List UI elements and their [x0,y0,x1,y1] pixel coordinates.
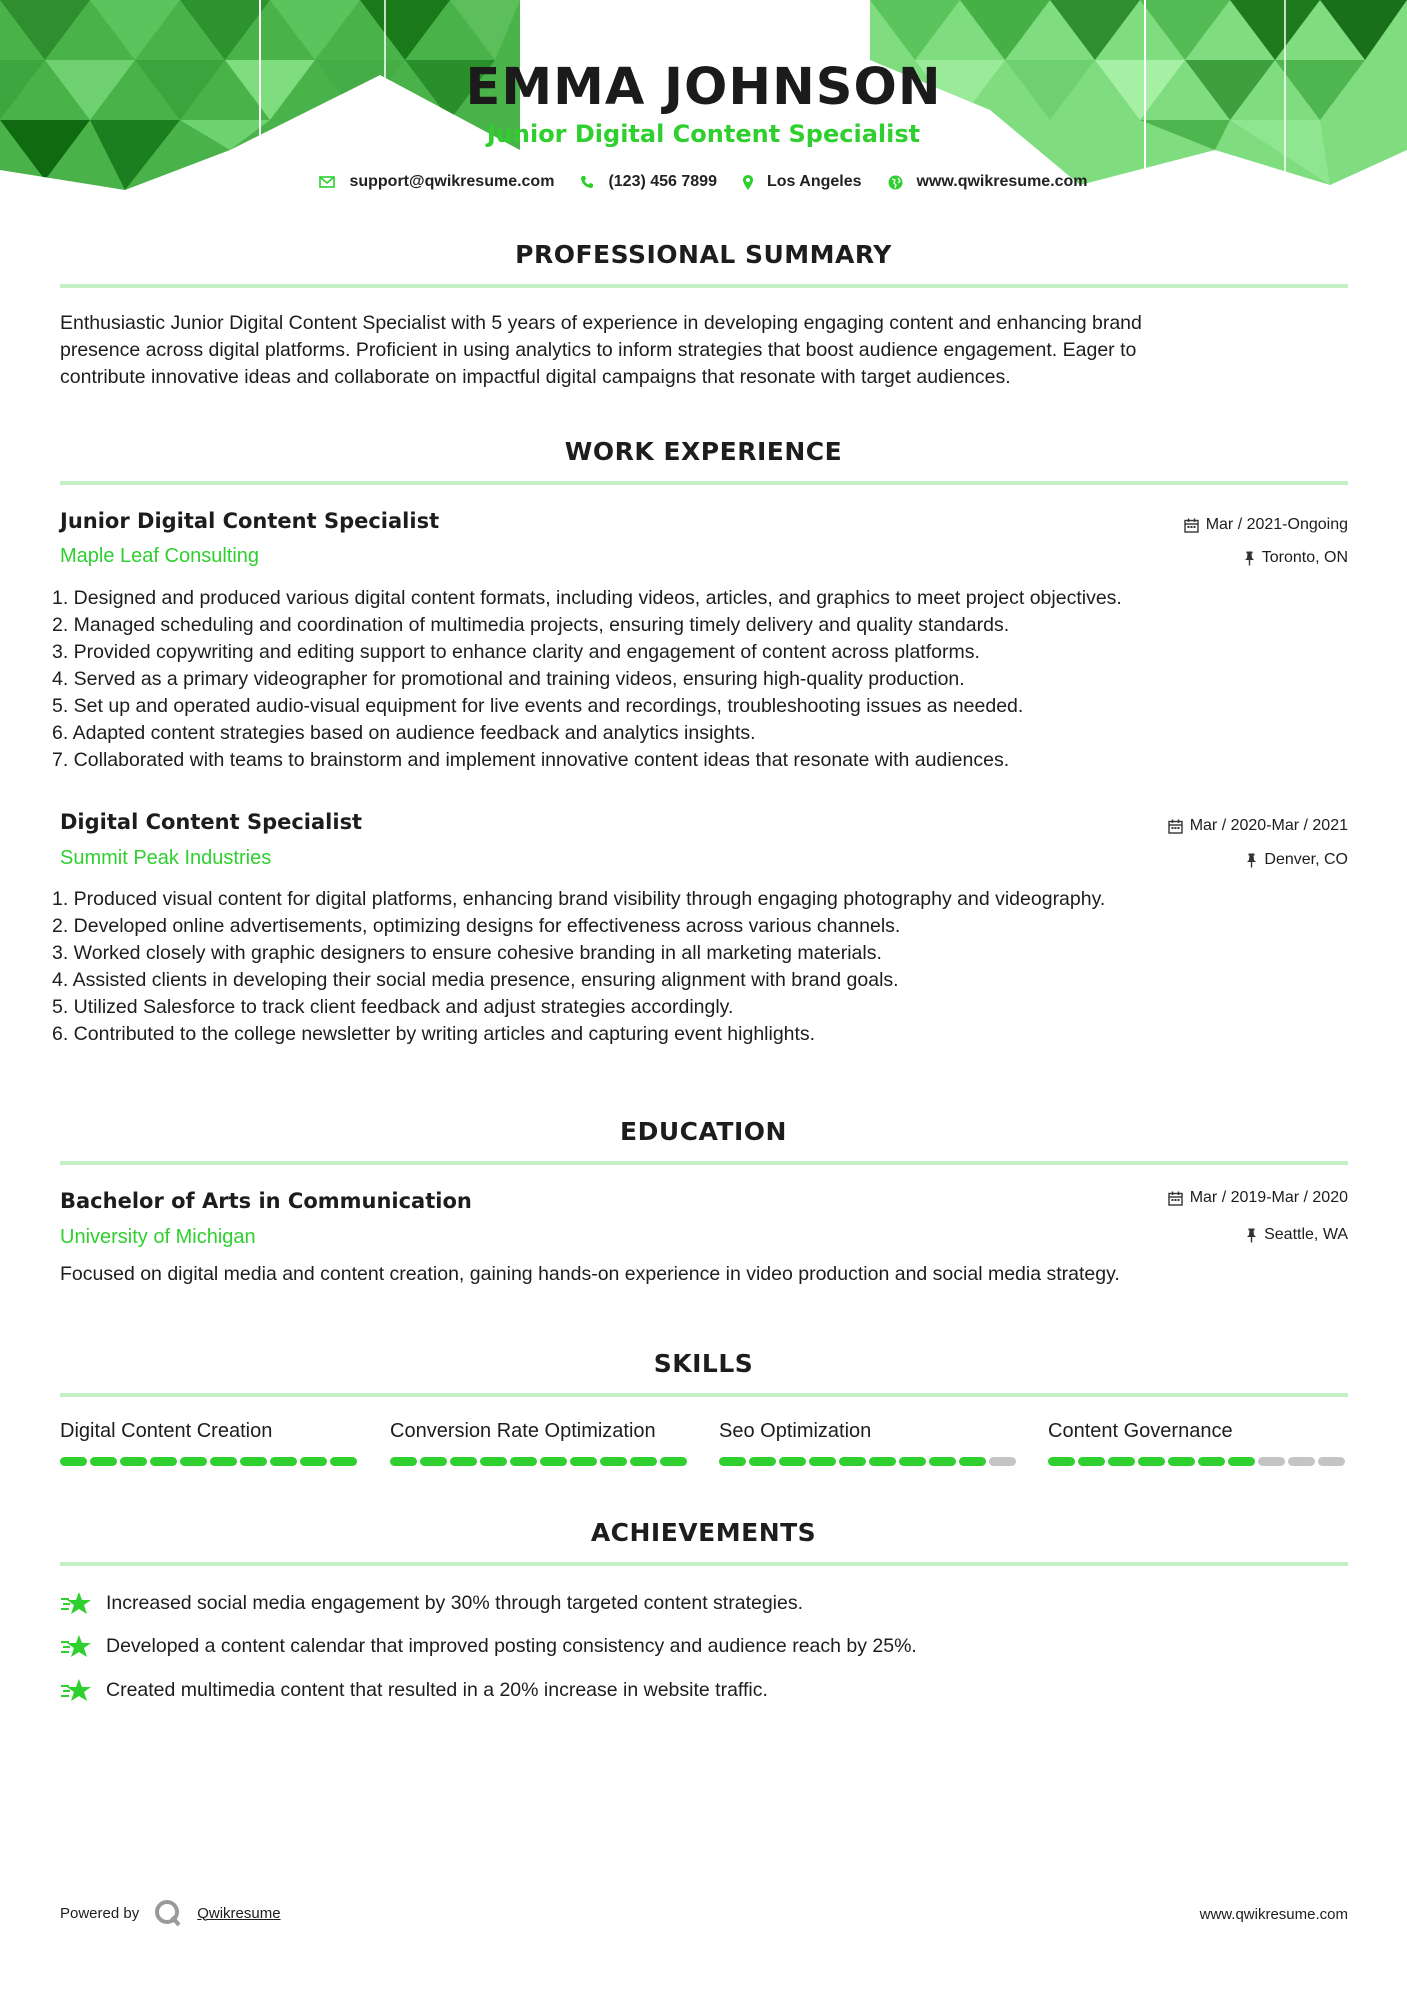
list-item: 4. Assisted clients in developing their social media presence, ensuring alignment with brand goals. [52,969,899,991]
job-title: Digital Content Specialist [60,810,363,834]
experience-divider [60,481,1348,485]
phone-icon [580,175,594,189]
calendar-icon [1168,1191,1183,1206]
calendar-icon [1184,518,1199,533]
list-item: 2. Developed online advertisements, optimizing designs for effectiveness across various channels. [52,915,901,937]
qwikresume-logo-icon [153,1898,183,1928]
skill-name: Content Governance [1048,1420,1233,1442]
skill-segment-empty [1318,1457,1345,1466]
skill-item [1048,1420,1348,1466]
summary-line: presence across digital platforms. Proficient in using analytics to inform strategies that boost audience engagement. Eager to [60,339,1137,361]
job-bullets [52,886,1372,1048]
job-dates: Mar / 2021-Ongoing [1184,516,1348,534]
footer-powered-by [60,1898,281,1928]
skill-item [390,1420,690,1466]
email-text: support@qwikresume.com [349,173,555,190]
list-item: 4. Served as a primary videographer for promotional and training videos, ensuring high-quality production. [52,668,965,690]
star-icon [60,1590,92,1616]
skill-segment-filled [1228,1457,1255,1466]
school-name: University of Michigan [60,1226,256,1248]
skill-segment-filled [1048,1457,1075,1466]
skill-segment-filled [90,1457,117,1466]
skill-segment-filled [480,1457,507,1466]
list-item: 5. Utilized Salesforce to track client feedback and adjust strategies accordingly. [52,996,734,1018]
skill-name: Seo Optimization [719,1420,872,1442]
qwikresume-link[interactable]: Qwikresume [197,1904,281,1922]
job-dates: Mar / 2020-Mar / 2021 [1168,817,1348,835]
list-item: 3. Provided copywriting and editing support to enhance clarity and engagement of content across platforms. [52,641,980,663]
achievement-item: Increased social media engagement by 30% through targeted content strategies. [60,1590,803,1616]
skill-segment-filled [330,1457,357,1466]
envelope-icon [319,176,335,188]
star-icon [60,1633,92,1659]
skill-name: Digital Content Creation [60,1420,273,1442]
education-heading: EDUCATION [620,1117,787,1146]
skill-segment-filled [1168,1457,1195,1466]
skill-segment-filled [300,1457,327,1466]
list-item: 1. Designed and produced various digital content formats, including videos, articles, and graphics to meet project objectives. [52,587,1122,609]
company-name: Maple Leaf Consulting [60,545,260,567]
summary-line: contribute innovative ideas and collaborate on impactful digital campaigns that resonate with target audiences. [60,366,1011,388]
company-name: Summit Peak Industries [60,847,272,869]
skill-segment-filled [809,1457,836,1466]
skill-segment-filled [899,1457,926,1466]
achievement-item: Created multimedia content that resulted in a 20% increase in website traffic. [60,1677,768,1703]
skill-segment-filled [240,1457,267,1466]
education-dates: Mar / 2019-Mar / 2020 [1168,1189,1348,1207]
location-text: Los Angeles [766,173,862,190]
skill-segment-filled [749,1457,776,1466]
skill-segment-filled [390,1457,417,1466]
skill-segment-filled [420,1457,447,1466]
summary-heading: PROFESSIONAL SUMMARY [515,240,892,269]
list-item: 3. Worked closely with graphic designers to ensure cohesive branding in all marketing materials. [52,942,882,964]
skill-segment-filled [270,1457,297,1466]
job-bullets [52,585,1372,774]
candidate-name: EMMA JOHNSON [465,58,942,117]
skill-level-bar [719,1457,1019,1466]
contact-location [743,173,862,191]
summary-divider [60,284,1348,288]
powered-by-label: Powered by [60,1904,140,1922]
pushpin-icon [1246,1228,1257,1243]
skill-segment-filled [959,1457,986,1466]
skills-heading: SKILLS [653,1349,754,1378]
skill-segment-filled [630,1457,657,1466]
skill-level-bar [60,1457,360,1466]
list-item: 6. Adapted content strategies based on audience feedback and analytics insights. [52,722,756,744]
pushpin-icon [1244,551,1255,566]
calendar-icon [1168,819,1183,834]
star-icon [60,1677,92,1703]
skill-segment-filled [540,1457,567,1466]
phone-text: (123) 456 7899 [608,173,717,190]
contact-bar [0,173,1407,191]
degree-title: Bachelor of Arts in Communication [60,1189,472,1213]
skill-name: Conversion Rate Optimization [390,1420,656,1442]
skill-segment-filled [1108,1457,1135,1466]
skill-segment-filled [60,1457,87,1466]
skill-segment-filled [510,1457,537,1466]
education-location: Seattle, WA [1246,1226,1348,1244]
skill-segment-filled [180,1457,207,1466]
skill-segment-filled [210,1457,237,1466]
skill-level-bar [1048,1457,1348,1466]
skill-segment-filled [719,1457,746,1466]
footer-website[interactable]: www.qwikresume.com [1199,1906,1348,1923]
skill-level-bar [390,1457,690,1466]
candidate-role: Junior Digital Content Specialist [486,120,921,148]
globe-icon [888,175,903,190]
summary-text [60,310,1350,391]
skill-segment-filled [660,1457,687,1466]
experience-heading: WORK EXPERIENCE [564,437,843,466]
list-item: 2. Managed scheduling and coordination of multimedia projects, ensuring timely delivery and quality standards. [52,614,1010,636]
skill-segment-filled [1078,1457,1105,1466]
skill-segment-filled [1138,1457,1165,1466]
contact-phone[interactable] [580,173,717,191]
skill-segment-filled [570,1457,597,1466]
skill-segment-filled [929,1457,956,1466]
list-item: 7. Collaborated with teams to brainstorm and implement innovative content ideas that resonate with audiences. [52,749,1010,771]
skill-item [60,1420,360,1466]
skill-segment-filled [150,1457,177,1466]
job-title: Junior Digital Content Specialist [60,509,440,533]
skill-segment-empty [1258,1457,1285,1466]
list-item: 1. Produced visual content for digital platforms, enhancing brand visibility through engaging photography and videography. [52,888,1106,910]
skill-segment-empty [989,1457,1016,1466]
skill-segment-filled [450,1457,477,1466]
skill-segment-filled [1198,1457,1225,1466]
education-description: Focused on digital media and content creation, gaining hands-on experience in video production and social media strategy. [60,1263,1120,1285]
contact-email[interactable] [319,173,554,191]
achievements-divider [60,1562,1348,1566]
contact-website[interactable] [888,173,1088,191]
job-location: Denver, CO [1246,851,1348,869]
education-divider [60,1161,1348,1165]
website-text: www.qwikresume.com [916,173,1088,190]
achievement-item: Developed a content calendar that improved posting consistency and audience reach by 25%. [60,1633,917,1659]
skill-segment-filled [600,1457,627,1466]
skill-segment-filled [120,1457,147,1466]
summary-line: Enthusiastic Junior Digital Content Specialist with 5 years of experience in developing engaging content and enhancing brand [60,312,1142,334]
achievements-heading: ACHIEVEMENTS [590,1518,817,1547]
map-pin-icon [743,175,753,190]
skill-segment-filled [839,1457,866,1466]
pushpin-icon [1246,853,1257,868]
skill-segment-filled [779,1457,806,1466]
list-item: 6. Contributed to the college newsletter by writing articles and capturing event highlights. [52,1023,816,1045]
skill-item [719,1420,1019,1466]
skills-divider [60,1393,1348,1397]
list-item: 5. Set up and operated audio-visual equipment for live events and recordings, troubleshooting issues as needed. [52,695,1024,717]
job-location: Toronto, ON [1244,549,1348,567]
skill-segment-filled [869,1457,896,1466]
skill-segment-empty [1288,1457,1315,1466]
